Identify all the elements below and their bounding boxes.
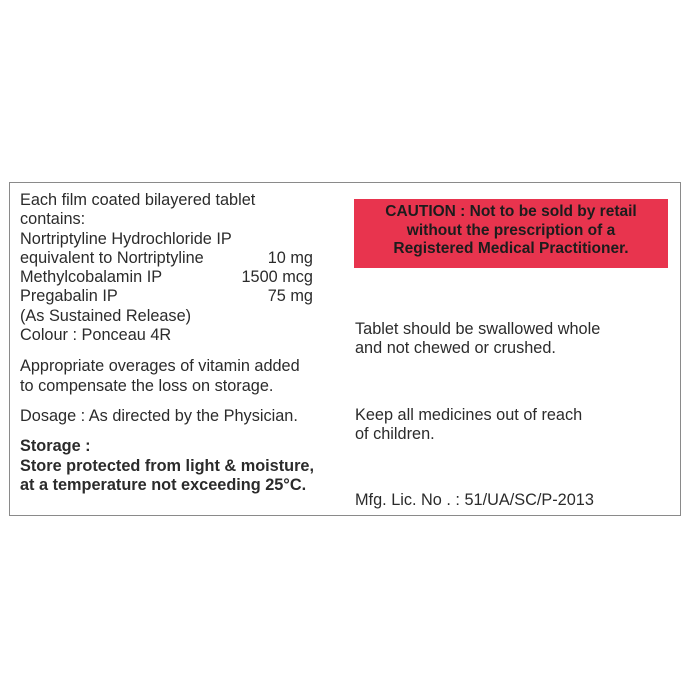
keep-away-line-2: of children.: [355, 425, 435, 444]
colour-info: Colour : Ponceau 4R: [20, 326, 172, 345]
ingredient-nortriptyline-equivalent: equivalent to Nortriptyline: [20, 248, 204, 267]
overages-line-1: Appropriate overages of vitamin added: [20, 357, 300, 376]
ingredient-pregabalin-note: (As Sustained Release): [20, 306, 192, 325]
ingredient-nortriptyline-dose: 10 mg: [267, 248, 313, 267]
caution-line-1: CAUTION : Not to be sold by retail: [385, 203, 637, 220]
overages-line-2: to compensate the loss on storage.: [20, 376, 274, 395]
ingredient-pregabalin: Pregabalin IP: [20, 287, 118, 306]
ingredient-methylcobalamin-row: [20, 268, 320, 287]
swallow-line-1: Tablet should be swallowed whole: [355, 320, 601, 338]
keep-away-line-1: Keep all medicines out of reach: [355, 406, 583, 424]
storage-heading: Storage :: [20, 437, 91, 456]
ingredient-methylcobalamin: Methylcobalamin IP: [20, 268, 163, 287]
mfg-license-number: Mfg. Lic. No . : 51/UA/SC/P-2013: [355, 491, 594, 509]
caution-box: [354, 199, 668, 268]
ingredient-methylcobalamin-dose: 1500 mcg: [241, 268, 313, 287]
left-column: [20, 191, 320, 495]
storage-line-1: Store protected from light & moisture,: [20, 456, 314, 475]
ingredient-pregabalin-row: [20, 287, 320, 306]
composition-contains: contains:: [20, 210, 86, 229]
swallow-line-2: and not chewed or crushed.: [355, 339, 556, 358]
composition-intro: Each film coated bilayered tablet: [20, 191, 256, 209]
keep-away-warning: [355, 406, 582, 445]
storage-line-2: at a temperature not exceeding 25°C.: [20, 475, 307, 494]
ingredient-pregabalin-dose: 75 mg: [267, 287, 313, 306]
ingredient-nortriptyline: Nortriptyline Hydrochloride IP: [20, 229, 232, 248]
caution-line-2: without the prescription of a: [406, 221, 616, 239]
caution-line-3: Registered Medical Practitioner.: [393, 240, 629, 257]
dosage-info: Dosage : As directed by the Physician.: [20, 406, 298, 425]
ingredient-nortriptyline-row: [20, 249, 320, 268]
swallow-instruction: [355, 320, 600, 359]
